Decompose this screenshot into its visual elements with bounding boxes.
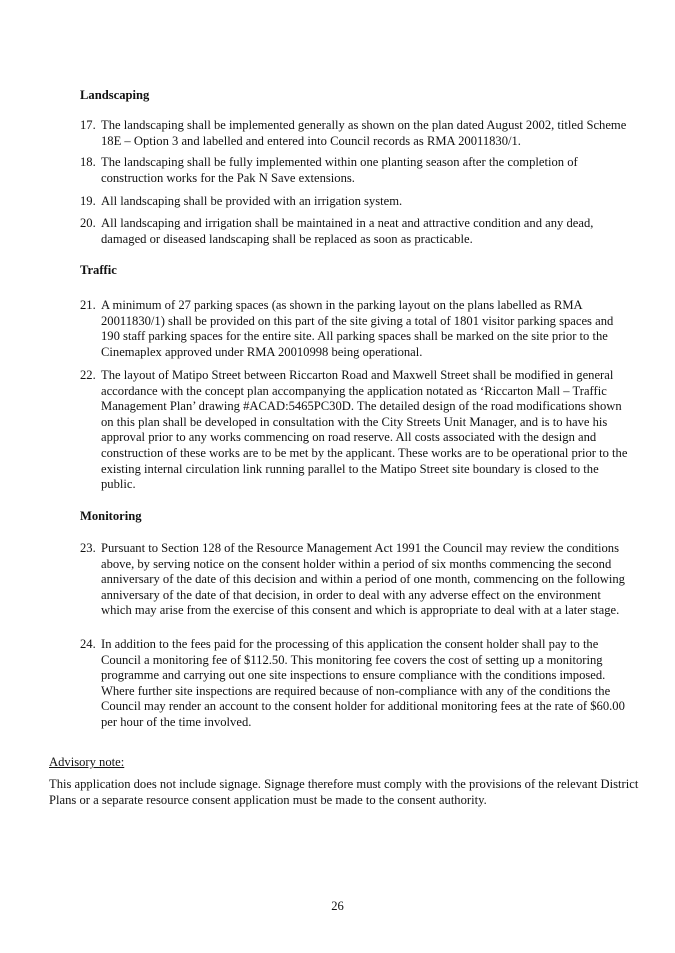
condition-item-23	[80, 541, 630, 619]
section-heading-monitoring: Monitoring	[80, 509, 142, 523]
condition-number: 17.	[80, 118, 96, 132]
condition-number: 20.	[80, 216, 96, 230]
condition-text: Pursuant to Section 128 of the Resource Management Act 1991 the Council may review the conditions above, by serving notice on the consent holder within a period of six months commencing the second anniversary of the date of this decision and within a period of one month, commencing on the following anniversary of the date of that decision, in order to deal with any adverse effect on the environment which may arise from the exercise of this consent and which is appropriate to deal with at a later stage.	[101, 541, 625, 618]
condition-number: 19.	[80, 194, 96, 208]
condition-item-21	[80, 298, 630, 360]
condition-number: 21.	[80, 298, 96, 312]
section-heading-traffic: Traffic	[80, 263, 117, 277]
section-heading-landscaping: Landscaping	[80, 88, 150, 102]
page-number: 26	[331, 899, 344, 913]
condition-item-19	[80, 194, 630, 210]
condition-text: The landscaping shall be implemented generally as shown on the plan dated August 2002, titled Scheme 18E – Option 3 and labelled and entered into Council records as RMA 20011830/1.	[101, 118, 627, 148]
condition-text: A minimum of 27 parking spaces (as shown in the parking layout on the plans labelled as RMA 20011830/1) shall be provided on this part of the site giving a total of 1801 visitor parking spaces and 190 staff parking spaces for the entire site. All parking spaces shall be marked on the site prior to the Cinemaplex approved under RMA 20010998 being operational.	[101, 298, 614, 359]
condition-item-18	[80, 155, 630, 186]
condition-item-24	[80, 637, 630, 731]
condition-item-17	[80, 118, 630, 149]
condition-number: 18.	[80, 155, 96, 169]
advisory-note-text: This application does not include signage. Signage therefore must comply with the provisions of the relevant District Plans or a separate resource consent application must be made to the consent authority.	[49, 777, 639, 807]
condition-item-22	[80, 368, 630, 493]
advisory-note-heading: Advisory note:	[49, 755, 125, 769]
condition-number: 23.	[80, 541, 96, 555]
condition-number: 24.	[80, 637, 96, 651]
condition-text: The layout of Matipo Street between Riccarton Road and Maxwell Street shall be modified in general accordance with the concept plan accompanying the application notated as ‘Riccarton Mall – Traffic Management Plan’ drawing #ACAD:5465PC30D. The detailed design of the road modifications shown on this plan shall be developed in consultation with the City Streets Unit Manager, and is to have his approval prior to any works commencing on road reserve. All costs associated with the design and construction of these works are to be met by the applicant. These works are to be operational prior to the existing internal circulation link running parallel to the Matipo Street site boundary is closed to the public.	[101, 368, 628, 492]
condition-number: 22.	[80, 368, 96, 382]
condition-text: All landscaping shall be provided with an irrigation system.	[101, 194, 403, 208]
condition-text: All landscaping and irrigation shall be maintained in a neat and attractive condition and any dead, damaged or diseased landscaping shall be replaced as soon as practicable.	[101, 216, 594, 246]
condition-item-20	[80, 216, 630, 247]
condition-text: The landscaping shall be fully implemented within one planting season after the completion of construction works for the Pak N Save extensions.	[101, 155, 578, 185]
condition-text: In addition to the fees paid for the processing of this application the consent holder shall pay to the Council a monitoring fee of $112.50. This monitoring fee covers the cost of setting up a monitoring programme and carrying out one site inspections to ensure compliance with the conditions imposed. Where further site inspections are required because of non-compliance with any of the conditions the Council may render an account to the consent holder for additional monitoring fees at the rate of $60.00 per hour of the time involved.	[101, 637, 625, 729]
